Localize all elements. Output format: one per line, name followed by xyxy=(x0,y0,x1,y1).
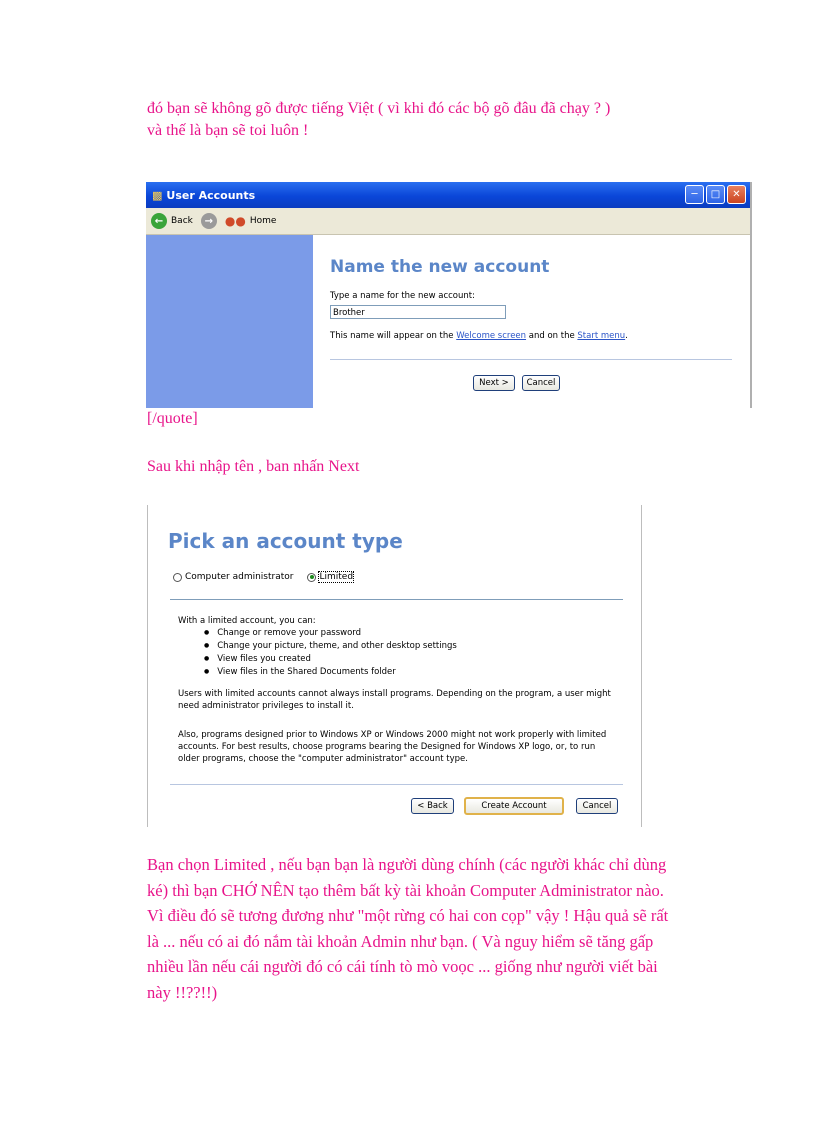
home-button[interactable] xyxy=(225,214,277,228)
account-name-label: Type a name for the new account: xyxy=(330,291,475,301)
list-item: ● View files you created xyxy=(204,653,457,666)
intro-line-2: và thế là bạn sẽ toi luôn ! xyxy=(147,122,309,139)
task-sidebar xyxy=(146,235,313,408)
forward-button[interactable] xyxy=(201,213,217,229)
page-heading: Name the new account xyxy=(330,257,550,277)
radio-limited[interactable] xyxy=(307,572,353,582)
minimize-icon: ─ xyxy=(691,189,698,200)
window-controls xyxy=(685,185,746,204)
intro-paragraph xyxy=(147,98,707,142)
account-type-options xyxy=(173,572,353,582)
radio-unchecked-icon xyxy=(173,573,182,582)
window-title: User Accounts xyxy=(166,188,256,202)
step-instruction: Sau khi nhập tên , ban nhấn Next xyxy=(147,458,360,475)
capabilities-list xyxy=(204,627,457,679)
closing-paragraph: Bạn chọn Limited , nếu bạn bạn là người dùng chính (các người khác chỉ dùng ké) thì bạn CHỚ NÊN tạo thêm bất kỳ tài khoản Computer Administrator nào. Vì điều đó sẽ tương đương như "một rừng có hai con cọp" vậy ! Hậu quả sẽ rất là ... nếu có ai đó nắm tài khoản Admin như bạn. ( Và nguy hiểm sẽ tăng gấp nhiều lần nếu cái người đó có cái tính tò mò voọc ... giống như người viết bài này !!??!!) xyxy=(147,855,669,1002)
home-label: Home xyxy=(249,216,277,226)
users-home-icon: ●● xyxy=(224,214,246,228)
install-note: Users with limited accounts cannot always install programs. Depending on the program, a user might need administrator privileges to install it. xyxy=(178,689,611,711)
cancel-button[interactable]: Cancel xyxy=(522,375,560,391)
list-item: ● Change or remove your password xyxy=(204,627,457,640)
maximize-button[interactable] xyxy=(706,185,725,204)
account-type-panel xyxy=(147,505,642,827)
compatibility-note: Also, programs designed prior to Windows XP or Windows 2000 might not work properly with limited accounts. For best results, choose programs bearing the Designed for Windows XP logo, or, to run older programs, choose the "computer administrator" account type. xyxy=(178,730,607,764)
close-icon: ✕ xyxy=(732,189,741,200)
back-button[interactable]: < Back xyxy=(411,798,454,814)
divider xyxy=(170,599,623,600)
start-menu-link[interactable]: Start menu xyxy=(577,331,626,341)
minimize-button[interactable] xyxy=(685,185,704,204)
hint-text-middle: and on the xyxy=(526,331,578,341)
cancel-button[interactable]: Cancel xyxy=(576,798,618,814)
radio-label-limited: Limited xyxy=(319,572,354,582)
close-button[interactable] xyxy=(727,185,746,204)
radio-computer-administrator[interactable] xyxy=(173,572,293,582)
maximize-icon: □ xyxy=(710,189,721,200)
hint-text-end: . xyxy=(625,331,628,341)
account-name-hint xyxy=(330,331,628,341)
limited-intro: With a limited account, you can: xyxy=(178,616,316,626)
back-button[interactable] xyxy=(151,213,193,229)
user-accounts-window xyxy=(146,182,752,408)
title-bar[interactable] xyxy=(146,182,750,208)
divider xyxy=(330,359,732,360)
hint-text-start: This name will appear on the xyxy=(330,331,457,341)
account-name-input[interactable]: Brother xyxy=(330,305,506,319)
divider xyxy=(170,784,623,785)
forward-arrow-icon: → xyxy=(201,213,217,229)
list-item: ● View files in the Shared Documents folder xyxy=(204,666,457,679)
list-item: ● Change your picture, theme, and other desktop settings xyxy=(204,640,457,653)
welcome-screen-link[interactable]: Welcome screen xyxy=(456,331,527,341)
user-accounts-icon: ▩ xyxy=(152,188,163,202)
radio-checked-icon xyxy=(307,573,316,582)
back-label: Back xyxy=(171,216,193,226)
radio-label-admin: Computer administrator xyxy=(185,572,294,582)
window-body xyxy=(146,235,750,408)
intro-line-1: đó bạn sẽ không gõ được tiếng Việt ( vì khi đó các bộ gõ đâu đã chạy ? ) xyxy=(147,100,611,117)
page-heading: Pick an account type xyxy=(168,529,403,553)
create-account-button[interactable]: Create Account xyxy=(464,797,564,815)
quote-close-tag: [/quote] xyxy=(147,410,198,427)
navigation-bar xyxy=(146,208,750,235)
next-button[interactable]: Next > xyxy=(473,375,515,391)
back-arrow-icon: ← xyxy=(151,213,167,229)
